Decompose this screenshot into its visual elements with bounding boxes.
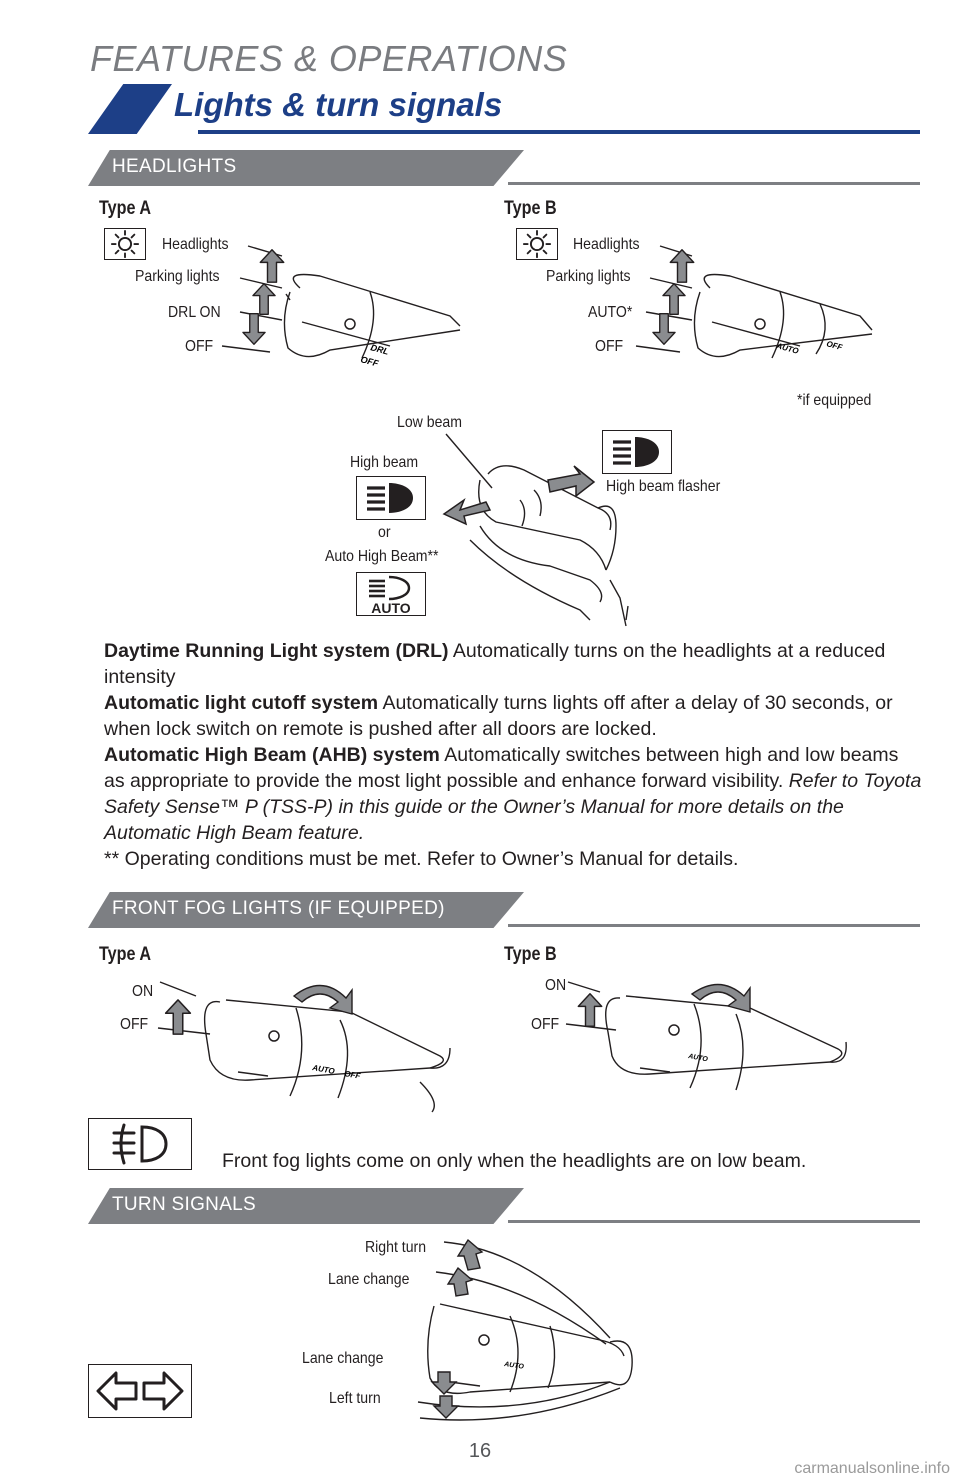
fog-type-a-on-callout: ON bbox=[132, 983, 154, 1000]
lamp-icon bbox=[516, 228, 558, 260]
type-b-off-callout: OFF bbox=[595, 338, 624, 355]
lane-change-down-callout: Lane change bbox=[302, 1350, 384, 1367]
high-beam-flasher-callout: High beam flasher bbox=[606, 478, 721, 495]
type-a-parking-callout: Parking lights bbox=[135, 268, 220, 285]
type-a-headlights-callout: Headlights bbox=[162, 236, 229, 253]
high-beam-icon bbox=[356, 476, 426, 520]
lane-change-up-callout: Lane change bbox=[328, 1271, 410, 1288]
turn-signal-indicator-icon bbox=[88, 1364, 192, 1418]
fog-description: Front fog lights come on only when the headlights are on low beam. bbox=[222, 1150, 807, 1172]
type-b-parking-callout: Parking lights bbox=[546, 268, 631, 285]
fog-type-b-on-callout: ON bbox=[545, 977, 567, 994]
type-a-off-callout: OFF bbox=[185, 338, 214, 355]
fog-a-lever-off-text: OFF bbox=[343, 1069, 361, 1081]
type-b-auto-callout: AUTO* bbox=[588, 304, 633, 321]
page-banner bbox=[88, 84, 920, 134]
headlights-heading-label: HEADLIGHTS bbox=[112, 156, 237, 177]
fog-type-a-label: Type A bbox=[99, 944, 152, 965]
fog-b-lever-auto-text: AUTO bbox=[687, 1053, 709, 1064]
operating-conditions-footnote: ** Operating conditions must be met. Refer to Owner’s Manual for details. bbox=[104, 848, 739, 870]
left-arrow-icon bbox=[98, 1373, 136, 1409]
type-a-lever-off-text: OFF bbox=[359, 354, 380, 369]
banner-rule bbox=[198, 130, 920, 134]
fog-heading-label: FRONT FOG LIGHTS (IF EQUIPPED) bbox=[112, 898, 445, 919]
type-a-headlight-lever bbox=[210, 230, 470, 380]
headlights-type-b-label: Type B bbox=[504, 198, 557, 219]
section-title: FEATURES & OPERATIONS bbox=[90, 38, 568, 79]
ahb-paragraph: Automatic High Beam (AHB) system Automatically switches between high and low beams as appropriate to provide the most light possible and enhance forward visibility. Refer to Toyota Safety Sense™ P (TSS-P) in this guide or the Owner’s Manual for more details on the Automatic High Beam feature. bbox=[104, 744, 922, 844]
drl-paragraph: Daytime Running Light system (DRL) Automatically turns on the headlights at a reduced intensity bbox=[104, 640, 886, 688]
fog-a-lever-auto-text: AUTO bbox=[311, 1063, 336, 1076]
right-turn-callout: Right turn bbox=[365, 1239, 427, 1256]
turn-signals-heading-label: TURN SIGNALS bbox=[112, 1194, 257, 1215]
beam-lever-hand-illustration bbox=[430, 430, 650, 630]
watermark: carmanualsonline.info bbox=[794, 1460, 950, 1477]
headlights-description bbox=[104, 638, 924, 872]
lamp-icon bbox=[104, 228, 146, 260]
turn-signals-heading bbox=[88, 1188, 920, 1224]
auto-badge-text: AUTO bbox=[371, 600, 411, 615]
type-b-headlights-callout: Headlights bbox=[573, 236, 640, 253]
page-title: Lights & turn signals bbox=[174, 86, 503, 123]
fog-heading bbox=[88, 892, 920, 928]
fog-light-icon bbox=[88, 1118, 192, 1170]
fog-type-b-label: Type B bbox=[504, 944, 557, 965]
type-a-lever-drl-text: DRL bbox=[369, 342, 390, 357]
type-b-footnote: *if equipped bbox=[797, 392, 872, 409]
banner-accent bbox=[88, 84, 172, 134]
low-beam-callout: Low beam bbox=[397, 414, 462, 431]
turn-signal-lever bbox=[410, 1232, 650, 1428]
turn-lever-auto-text: AUTO bbox=[503, 1361, 525, 1371]
right-arrow-icon bbox=[144, 1373, 182, 1409]
headlights-type-a-label: Type A bbox=[99, 198, 152, 219]
auto-high-beam-icon bbox=[356, 572, 426, 616]
left-turn-callout: Left turn bbox=[329, 1390, 381, 1407]
page-number: 16 bbox=[468, 1440, 492, 1462]
fog-type-a-off-callout: OFF bbox=[120, 1016, 149, 1033]
or-text: or bbox=[378, 524, 391, 541]
fog-type-b-lever bbox=[560, 972, 860, 1102]
type-b-lever-off-text: OFF bbox=[825, 339, 844, 353]
fog-type-a-lever bbox=[150, 972, 470, 1112]
type-a-drl-on-callout: DRL ON bbox=[168, 304, 221, 321]
cutoff-paragraph: Automatic light cutoff system Automatically turns lights off after a delay of 30 seconds, or when lock switch on remote is pushed after all doors are locked. bbox=[104, 692, 893, 740]
auto-high-beam-callout: Auto High Beam** bbox=[325, 548, 439, 565]
type-b-lever-auto-text: AUTO bbox=[775, 341, 800, 356]
high-beam-callout: High beam bbox=[350, 454, 419, 471]
headlights-heading bbox=[88, 150, 920, 186]
fog-type-b-off-callout: OFF bbox=[531, 1016, 560, 1033]
type-b-headlight-lever bbox=[620, 230, 880, 380]
